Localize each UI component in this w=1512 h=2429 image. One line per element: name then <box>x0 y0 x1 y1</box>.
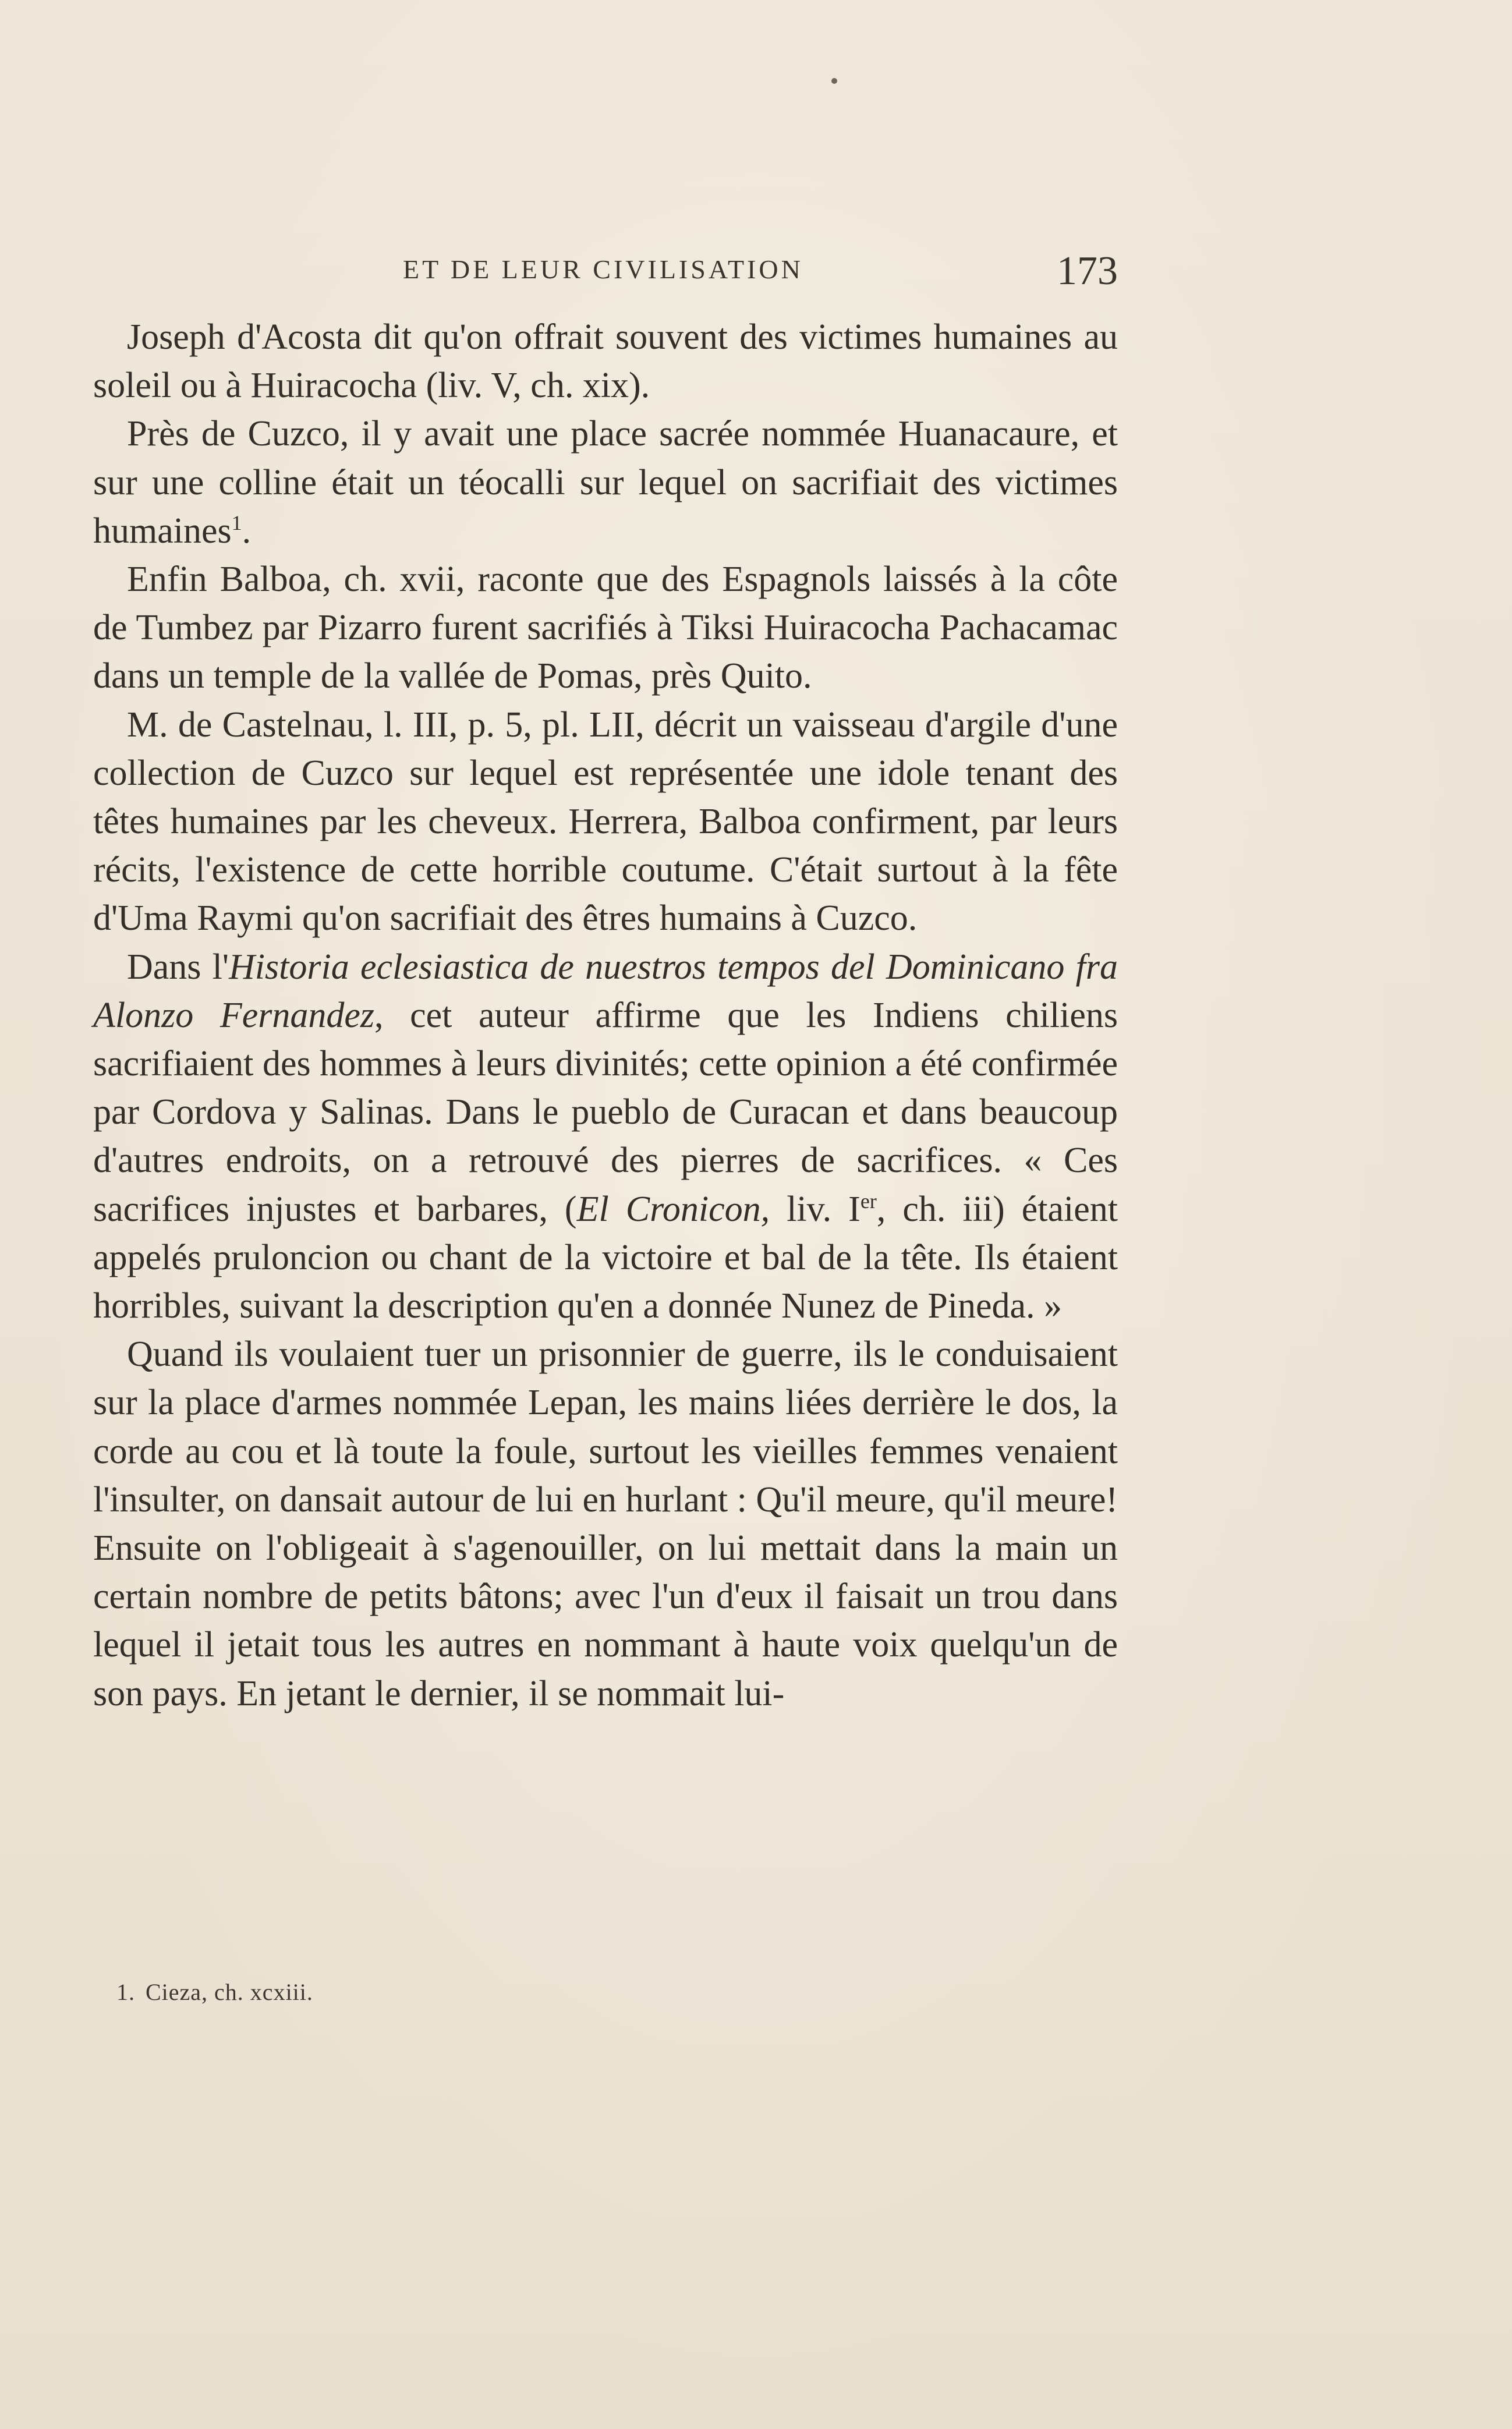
paragraph-castelnau: M. de Castelnau, l. III, p. 5, pl. LII, décrit un vaisseau d'argile d'une collection de Cuzco sur lequel est représentée une idole tenant des têtes humaines par les cheveux. Herrera, Balboa confirment, par leurs récits, l'existence de cette horrible coutume. C'était surtout à la fête d'Uma Raymi qu'on sacrifiait des êtres humains à Cuzco. <box>93 704 1118 939</box>
paragraph-cuzco-text: Près de Cuzco, il y avait une place sacrée nommée Huanacaure, et sur une colline était un téocalli sur lequel on sacrifiait des victimes humaines <box>93 414 1118 551</box>
footnote-text: Cieza, ch. xcxiii. <box>146 1979 313 2005</box>
footnote-number: 1. <box>116 1979 135 2005</box>
running-title: ET DE LEUR CIVILISATION <box>403 254 803 284</box>
book-title: Historia eclesiastica de nuestros tempos del Dominicano fra Alonzo Fernandez <box>93 947 1118 1035</box>
cronicon-title: El Cronicon, <box>576 1189 770 1229</box>
footnote <box>116 1978 313 2006</box>
running-head <box>93 249 1118 295</box>
page-number: 173 <box>1057 249 1118 293</box>
paragraph-acosta: Joseph d'Acosta dit qu'on offrait souvent des victimes humaines au soleil ou à Huiracocha (liv. V, ch. xix). <box>93 317 1118 406</box>
ink-speck <box>831 78 837 84</box>
paragraph-historia-mid: , cet auteur affirme que les Indiens chiliens sacrifiaient des hommes à leurs divinités; cette opinion a été confirmée par Cordova y Salinas. Dans le pueblo de Curacan et dans beaucoup d'autres endroits, on a retrouvé des pierres de sacrifices. « Ces sacrifices injustes et barbares, ( <box>93 995 1118 1229</box>
paragraph-historia-liv: liv. I <box>770 1189 861 1229</box>
paragraph-prisonnier: Quand ils voulaient tuer un prisonnier de guerre, ils le conduisaient sur la place d'armes nommée Lepan, les mains liées derrière le dos, la corde au cou et là toute la foule, surtout les vieilles femmes venaient l'insulter, on dansait autour de lui en hurlant : Qu'il meure, qu'il meure! Ensuite on l'obligeait à s'agenouiller, on lui mettait dans la main un certain nombre de petits bâtons; avec l'un d'eux il faisait un trou dans lequel il jetait tous les autres en nommant à haute voix quelqu'un de son pays. En jetant le dernier, il se nommait lui- <box>93 1334 1118 1713</box>
liv-superscript: er <box>860 1189 877 1213</box>
paragraph-historia-lead: Dans l' <box>127 947 229 987</box>
paragraph-balboa: Enfin Balboa, ch. xvii, raconte que des Espagnols laissés à la côte de Tumbez par Pizarro furent sacrifiés à Tiksi Huiracocha Pachacamac dans un temple de la vallée de Pomas, près Quito. <box>93 560 1118 696</box>
paragraph-historia-rest: , ch. iii) étaient appelés pruloncion ou chant de la victoire et bal de la tête. Ils étaient horribles, suivant la description qu'en a donnée Nunez de Pineda. » <box>93 1189 1118 1326</box>
paragraph-cuzco-end: . <box>242 511 252 551</box>
paragraph-cuzco <box>93 410 1118 555</box>
body-text <box>93 313 1118 1718</box>
paragraph-historia <box>93 943 1118 1331</box>
footnote-ref: 1 <box>231 511 242 534</box>
